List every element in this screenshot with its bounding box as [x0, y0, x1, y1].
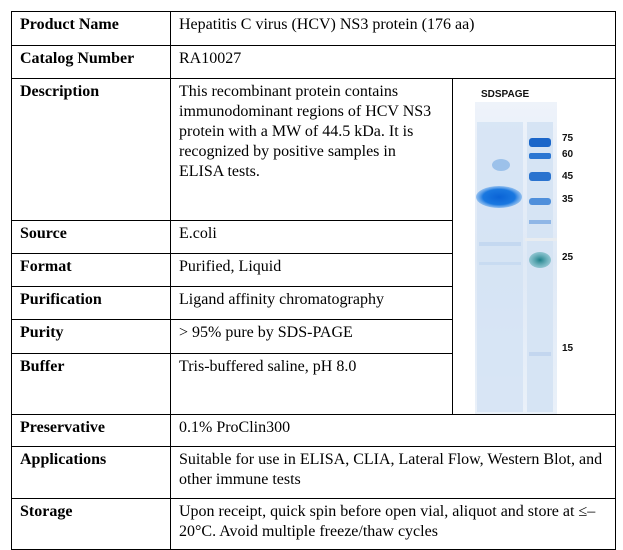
buffer-label: Buffer	[12, 353, 171, 414]
purity-label: Purity	[12, 320, 171, 354]
storage-label: Storage	[12, 499, 171, 550]
sds-page-figure	[453, 79, 616, 415]
marker-band-35	[529, 198, 551, 205]
applications-label: Applications	[12, 447, 171, 499]
row-product-name	[12, 12, 616, 46]
buffer-value: Tris-buffered saline, pH 8.0	[171, 353, 453, 414]
product-name-value: Hepatitis C virus (HCV) NS3 protein (176 aa)	[171, 12, 616, 46]
catalog-number-label: Catalog Number	[12, 46, 171, 79]
sample-band-ns3	[476, 186, 522, 208]
storage-value: Upon receipt, quick spin before open vial, aliquot and store at ≤–20°C. Avoid multiple freeze/thaw cycles	[171, 499, 616, 550]
source-label: Source	[12, 220, 171, 254]
sample-band-faint	[479, 242, 521, 246]
mw-label-60: 60	[562, 149, 574, 160]
row-description	[12, 79, 616, 221]
applications-value: Suitable for use in ELISA, CLIA, Lateral Flow, Western Blot, and other immune tests	[171, 447, 616, 499]
preservative-value: 0.1% ProClin300	[171, 415, 616, 447]
mw-label-45: 45	[562, 171, 574, 182]
marker-band-25	[529, 252, 551, 268]
row-catalog-number	[12, 46, 616, 79]
row-preservative	[12, 415, 616, 447]
purification-value: Ligand affinity chromatography	[171, 286, 453, 320]
purification-label: Purification	[12, 286, 171, 320]
sds-page-gel-image	[461, 102, 623, 414]
description-label: Description	[12, 79, 171, 221]
mw-label-75: 75	[562, 133, 574, 144]
sample-band-faint	[479, 262, 521, 265]
format-label: Format	[12, 254, 171, 287]
row-storage	[12, 499, 616, 550]
gel-title: SDSPAGE	[481, 89, 530, 100]
preservative-label: Preservative	[12, 415, 171, 447]
marker-band-60	[529, 153, 551, 159]
format-value: Purified, Liquid	[171, 254, 453, 287]
marker-band-45	[529, 172, 551, 181]
product-spec-table	[11, 11, 616, 550]
gel-crack	[525, 238, 557, 241]
mw-label-15: 15	[562, 343, 574, 354]
mw-label-25: 25	[562, 252, 574, 263]
marker-band-minor	[529, 220, 551, 224]
sample-band-upper	[492, 159, 510, 171]
purity-value: > 95% pure by SDS-PAGE	[171, 320, 453, 354]
product-name-label: Product Name	[12, 12, 171, 46]
catalog-number-value: RA10027	[171, 46, 616, 79]
row-applications	[12, 447, 616, 499]
marker-band-75	[529, 138, 551, 147]
mw-label-35: 35	[562, 194, 574, 205]
description-value: This recombinant protein contains immunodominant regions of HCV NS3 protein with a MW of 44.5 kDa. It is recognized by positive samples in ELISA tests.	[171, 79, 453, 221]
source-value: E.coli	[171, 220, 453, 254]
marker-band-15	[529, 352, 551, 356]
